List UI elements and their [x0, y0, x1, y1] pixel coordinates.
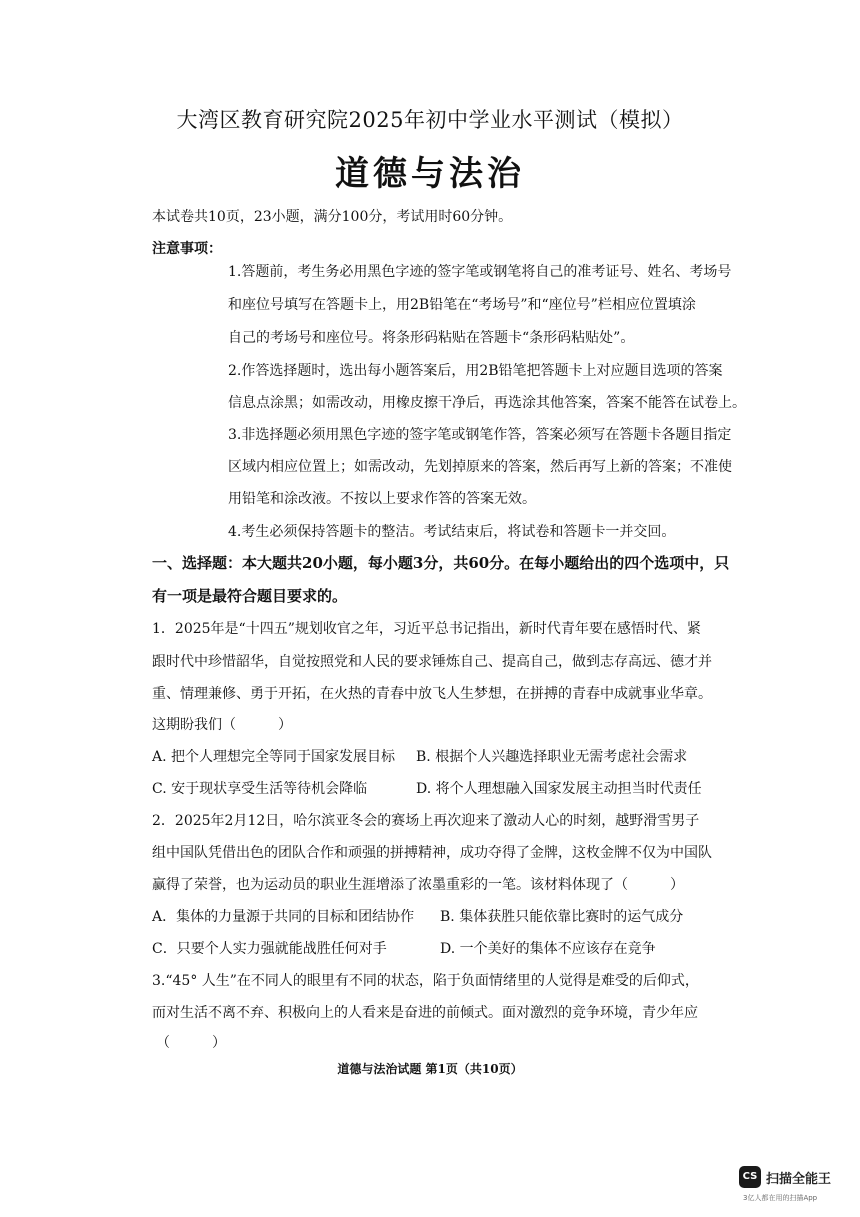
- scanner-tagline: 3亿人都在用的扫描App: [743, 1194, 818, 1202]
- notice-line: 区域内相应位置上；如需改动，先划掉原来的答案，然后再写上新的答案；不准使: [228, 459, 732, 475]
- question-3-text: （ ）: [156, 1035, 226, 1051]
- notice-line: 3.非选择题必须用黑色字迹的签字笔或钢笔作答，答案必须写在答题卡各题目指定: [228, 427, 732, 443]
- question-3-text: 而对生活不离不弃、积极向上的人看来是奋进的前倾式。面对激烈的竞争环境，青少年应: [152, 1005, 698, 1021]
- notice-line: 2.作答选择题时，选出每小题答案后，用2B铅笔把答题卡上对应题目选项的答案: [228, 363, 723, 379]
- subject-title: 道德与法治: [335, 154, 525, 194]
- question-1-text: 这期盼我们（ ）: [152, 717, 292, 733]
- question-2-option: B. 集体获胜只能依靠比赛时的运气成分: [440, 909, 684, 925]
- exam-title: 大湾区教育研究院2025年初中学业水平测试（模拟）: [176, 108, 684, 132]
- section-heading: 一、选择题：本大题共20小题，每小题3分，共60分。在每小题给出的四个选项中，只: [152, 554, 730, 572]
- notice-line: 信息点涂黑；如需改动，用橡皮擦干净后，再选涂其他答案，答案不能答在试卷上。: [228, 395, 746, 411]
- scanner-watermark: [739, 1166, 839, 1206]
- page-footer: 道德与法治试题 第1页（共10页）: [337, 1062, 523, 1076]
- question-2-text: 组中国队凭借出色的团队合作和顽强的拼搏精神，成功夺得了金牌，这枚金牌不仅为中国队: [152, 845, 712, 861]
- notice-heading: 注意事项：: [152, 241, 222, 257]
- question-1-option: A. 把个人理想完全等同于国家发展目标: [152, 749, 396, 765]
- question-2-option: A．集体的力量源于共同的目标和团结协作: [152, 909, 415, 925]
- question-1-text: 跟时代中珍惜韶华，自觉按照党和人民的要求锤炼自己、提高自己，做到志存高远、德才并: [152, 654, 712, 670]
- question-1-text: 重、情理兼修、勇于开拓，在火热的青春中放飞人生梦想，在拼搏的青春中成就事业华章。: [152, 686, 712, 702]
- notice-line: 4.考生必须保持答题卡的整洁。考试结束后，将试卷和答题卡一并交回。: [228, 524, 676, 540]
- question-1-option: B. 根据个人兴趣选择职业无需考虑社会需求: [416, 749, 688, 765]
- question-1-text: 1．2025年是“十四五”规划收官之年，习近平总书记指出，新时代青年要在感悟时代、紧: [152, 621, 701, 637]
- notice-line: 用铅笔和涂改液。不按以上要求作答的答案无效。: [228, 491, 536, 507]
- camscanner-logo-icon: CS: [739, 1166, 761, 1188]
- question-1-option: D. 将个人理想融入国家发展主动担当时代责任: [416, 781, 702, 797]
- scanner-app-name: 扫描全能王: [766, 1172, 832, 1187]
- question-2-text: 赢得了荣誉，也为运动员的职业生涯增添了浓墨重彩的一笔。该材料体现了（ ）: [152, 877, 684, 893]
- question-2-text: 2．2025年2月12日，哈尔滨亚冬会的赛场上再次迎来了激动人心的时刻，越野滑雪男子: [152, 813, 700, 829]
- question-2-option: C．只要个人实力强就能战胜任何对手: [152, 941, 387, 957]
- question-1-option: C. 安于现状享受生活等待机会降临: [152, 781, 368, 797]
- notice-line: 自己的考场号和座位号。将条形码粘贴在答题卡“条形码粘贴处”。: [228, 330, 635, 346]
- question-2-option: D. 一个美好的集体不应该存在竞争: [440, 941, 656, 957]
- question-3-text: 3.“45° 人生”在不同人的眼里有不同的状态，陷于负面情绪里的人觉得是难受的后仰式，: [152, 973, 699, 989]
- exam-intro: 本试卷共10页，23小题，满分100分，考试用时60分钟。: [152, 209, 513, 225]
- notice-line: 1.答题前，考生务必用黑色字迹的签字笔或钢笔将自己的准考证号、姓名、考场号: [228, 264, 732, 280]
- notice-line: 和座位号填写在答题卡上，用2B铅笔在“考场号”和“座位号”栏相应位置填涂: [228, 297, 696, 313]
- section-heading: 有一项是最符合题目要求的。: [152, 587, 348, 605]
